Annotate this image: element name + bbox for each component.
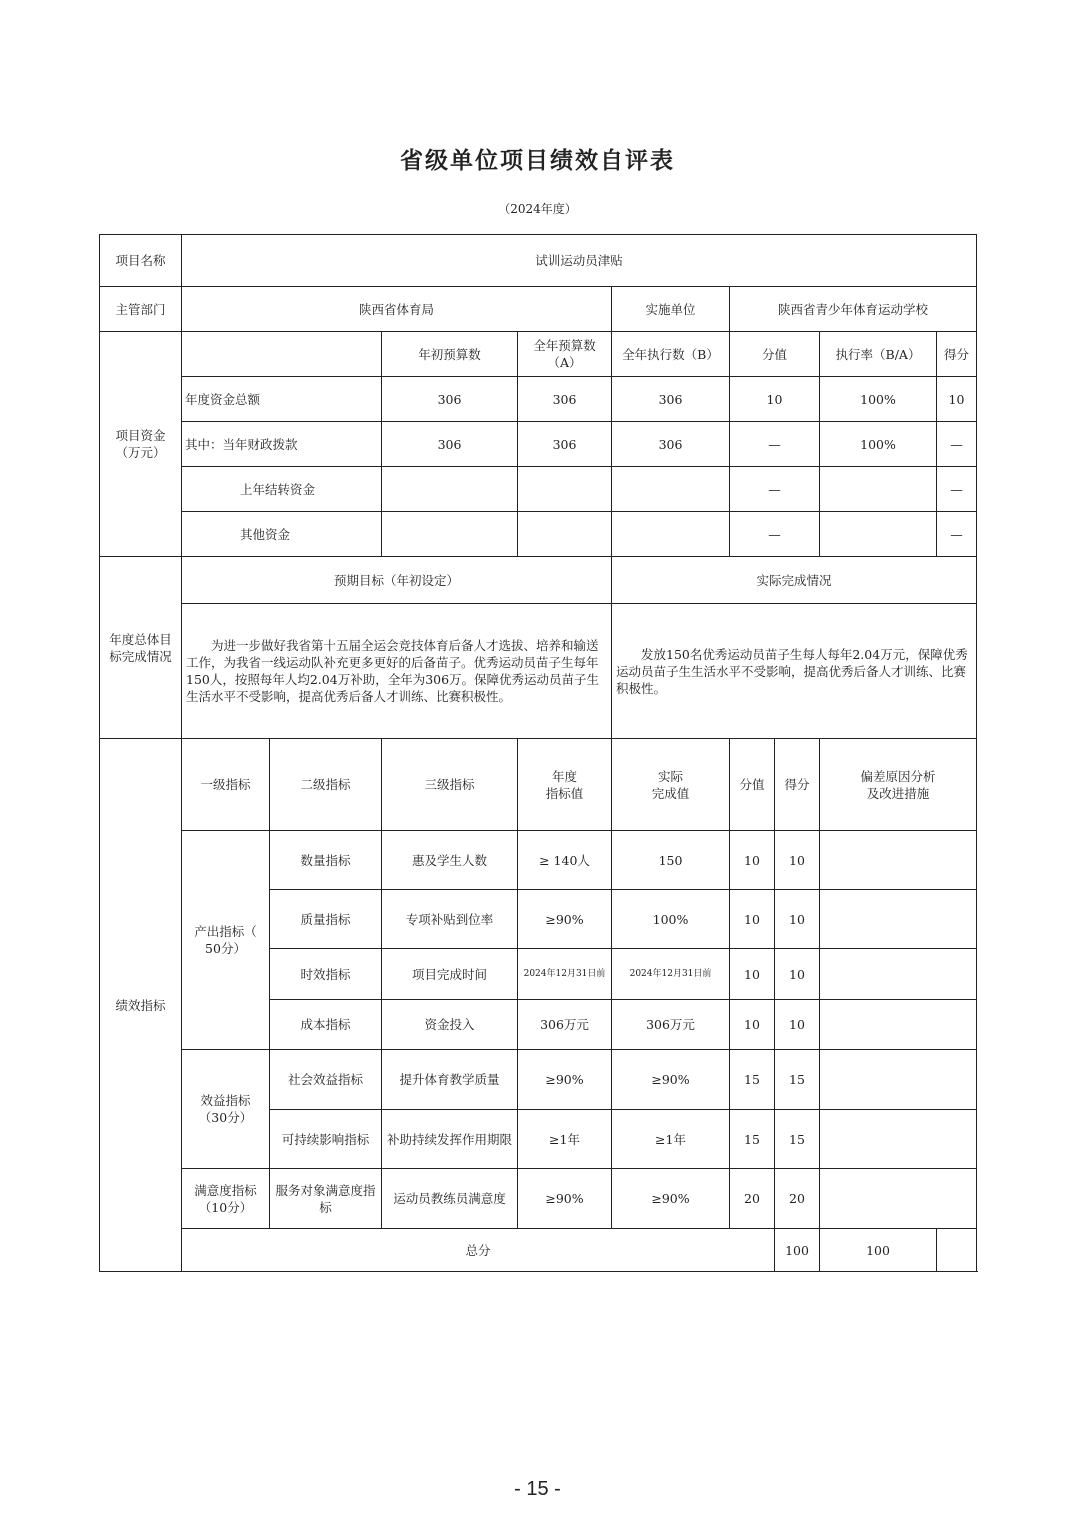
goals-section-label: 年度总体目 标完成情况	[100, 557, 182, 739]
total-score-value: 100	[775, 1229, 820, 1272]
year-label: （2024年度）	[498, 202, 577, 216]
perf-analysis	[820, 949, 977, 1000]
perf-score-value: 10	[730, 831, 775, 890]
perf-actual: 306万元	[612, 1000, 730, 1050]
perf-target: ≥90%	[518, 1169, 612, 1229]
perf-target: 306万元	[518, 1000, 612, 1050]
perf-score: 10	[775, 949, 820, 1000]
funds-rate	[820, 467, 937, 512]
funds-row	[100, 467, 977, 512]
total-score: 100	[820, 1229, 937, 1272]
funds-rate	[820, 512, 937, 557]
funds-exec	[612, 467, 730, 512]
satisfaction-group-label: 满意度指标 （10分）	[182, 1169, 270, 1229]
funds-initial	[382, 512, 518, 557]
funds-header-score: 得分	[937, 332, 977, 377]
perf-score-value: 10	[730, 1000, 775, 1050]
funds-score-value: —	[730, 512, 820, 557]
funds-exec	[612, 512, 730, 557]
funds-row	[100, 377, 977, 422]
perf-score-value: 15	[730, 1110, 775, 1169]
funds-score-value: —	[730, 467, 820, 512]
perf-header-actual: 实际 完成值	[612, 739, 730, 831]
perf-header-level3: 三级指标	[382, 739, 518, 831]
perf-header-score-value: 分值	[730, 739, 775, 831]
perf-actual: ≥90%	[612, 1050, 730, 1110]
perf-l3: 提升体育教学质量	[382, 1050, 518, 1110]
funds-exec: 306	[612, 422, 730, 467]
perf-actual: 100%	[612, 890, 730, 949]
perf-actual: ≥90%	[612, 1169, 730, 1229]
perf-score: 10	[775, 890, 820, 949]
perf-score: 20	[775, 1169, 820, 1229]
perf-target: ≥ 140人	[518, 831, 612, 890]
page-number: - 15 -	[514, 1478, 561, 1500]
dept-value: 陕西省体育局	[182, 287, 612, 332]
funds-row-label: 年度资金总额	[182, 377, 382, 422]
project-name-label: 项目名称	[100, 235, 182, 287]
perf-header-level2: 二级指标	[270, 739, 382, 831]
funds-initial	[382, 467, 518, 512]
funds-full	[518, 512, 612, 557]
perf-header-target: 年度 指标值	[518, 739, 612, 831]
perf-target: ≥90%	[518, 890, 612, 949]
funds-header-rate: 执行率（B/A）	[820, 332, 937, 377]
perf-analysis	[820, 890, 977, 949]
perf-l2: 服务对象满意度指标	[270, 1169, 382, 1229]
perf-score: 15	[775, 1050, 820, 1110]
funds-header-full: 全年预算数（A）	[518, 332, 612, 377]
perf-actual: ≥1年	[612, 1110, 730, 1169]
perf-header-level1: 一级指标	[182, 739, 270, 831]
funds-exec: 306	[612, 377, 730, 422]
goals-actual-header: 实际完成情况	[612, 557, 977, 604]
perf-score-value: 15	[730, 1050, 775, 1110]
perf-analysis	[820, 1000, 977, 1050]
perf-l3: 补助持续发挥作用期限	[382, 1110, 518, 1169]
perf-analysis	[820, 1110, 977, 1169]
perf-score-value: 10	[730, 890, 775, 949]
total-row	[100, 1229, 977, 1272]
perf-l3: 惠及学生人数	[382, 831, 518, 890]
funds-full: 306	[518, 422, 612, 467]
perf-l2: 质量指标	[270, 890, 382, 949]
perf-target: 2024年12月31日前	[518, 949, 612, 1000]
goals-expected-header: 预期目标（年初设定）	[182, 557, 612, 604]
perf-l2: 数量指标	[270, 831, 382, 890]
funds-header-initial: 年初预算数	[382, 332, 518, 377]
funds-rate: 100%	[820, 377, 937, 422]
funds-row-label: 其他资金	[182, 512, 382, 557]
perf-header-score: 得分	[775, 739, 820, 831]
total-analysis	[937, 1229, 977, 1272]
funds-score-value: 10	[730, 377, 820, 422]
impl-label: 实施单位	[612, 287, 730, 332]
perf-actual: 150	[612, 831, 730, 890]
funds-full	[518, 467, 612, 512]
funds-initial: 306	[382, 377, 518, 422]
perf-analysis	[820, 1169, 977, 1229]
goals-actual-text: 发放150名优秀运动员苗子生每人每年2.04万元，保障优秀运动员苗子生生活水平不受影响，提高优秀后备人才训练、比赛积极性。	[612, 604, 977, 739]
funds-header-score-value: 分值	[730, 332, 820, 377]
perf-header-analysis: 偏差原因分析 及改进措施	[820, 739, 977, 831]
perf-actual: 2024年12月31日前	[612, 949, 730, 1000]
perf-l2: 时效指标	[270, 949, 382, 1000]
perf-l3: 专项补贴到位率	[382, 890, 518, 949]
funds-row	[100, 512, 977, 557]
funds-row-label: 上年结转资金	[182, 467, 382, 512]
perf-l3: 资金投入	[382, 1000, 518, 1050]
performance-row	[100, 1169, 977, 1229]
perf-l2: 可持续影响指标	[270, 1110, 382, 1169]
perf-score: 10	[775, 831, 820, 890]
perf-score-value: 10	[730, 949, 775, 1000]
perf-analysis	[820, 831, 977, 890]
perf-l3: 项目完成时间	[382, 949, 518, 1000]
performance-row	[100, 831, 977, 890]
project-name-value: 试训运动员津贴	[182, 235, 977, 287]
funds-score: —	[937, 467, 977, 512]
funds-score: —	[937, 422, 977, 467]
funds-full: 306	[518, 377, 612, 422]
perf-target: ≥1年	[518, 1110, 612, 1169]
performance-row	[100, 1050, 977, 1110]
impl-value: 陕西省青少年体育运动学校	[730, 287, 977, 332]
performance-section-label: 绩效指标	[100, 739, 182, 1272]
funds-header-blank	[182, 332, 382, 377]
funds-row-label: 其中：当年财政拨款	[182, 422, 382, 467]
output-group-label: 产出指标（ 50分）	[182, 831, 270, 1050]
perf-l3: 运动员教练员满意度	[382, 1169, 518, 1229]
funds-initial: 306	[382, 422, 518, 467]
self-evaluation-table	[99, 234, 977, 1272]
goals-expected-text: 为进一步做好我省第十五届全运会竞技体育后备人才选拔、培养和输送工作，为我省一线运动队补充更多更好的后备苗子。优秀运动员苗子生每年150人，按照每年人均2.04万补助，全年为306万。保障优秀运动员苗子生生活水平不受影响，提高优秀后备人才训练、比赛积极性。	[182, 604, 612, 739]
perf-target: ≥90%	[518, 1050, 612, 1110]
perf-analysis	[820, 1050, 977, 1110]
benefit-group-label: 效益指标 （30分）	[182, 1050, 270, 1169]
total-label: 总分	[182, 1229, 775, 1272]
funds-score-value: —	[730, 422, 820, 467]
page-title: 省级单位项目绩效自评表	[400, 147, 675, 174]
funds-rate: 100%	[820, 422, 937, 467]
funds-row	[100, 422, 977, 467]
perf-score: 15	[775, 1110, 820, 1169]
funds-score: 10	[937, 377, 977, 422]
funds-score: —	[937, 512, 977, 557]
perf-score: 10	[775, 1000, 820, 1050]
perf-l2: 社会效益指标	[270, 1050, 382, 1110]
perf-score-value: 20	[730, 1169, 775, 1229]
funds-header-exec: 全年执行数（B）	[612, 332, 730, 377]
funds-section-label: 项目资金 （万元）	[100, 332, 182, 557]
dept-label: 主管部门	[100, 287, 182, 332]
perf-l2: 成本指标	[270, 1000, 382, 1050]
